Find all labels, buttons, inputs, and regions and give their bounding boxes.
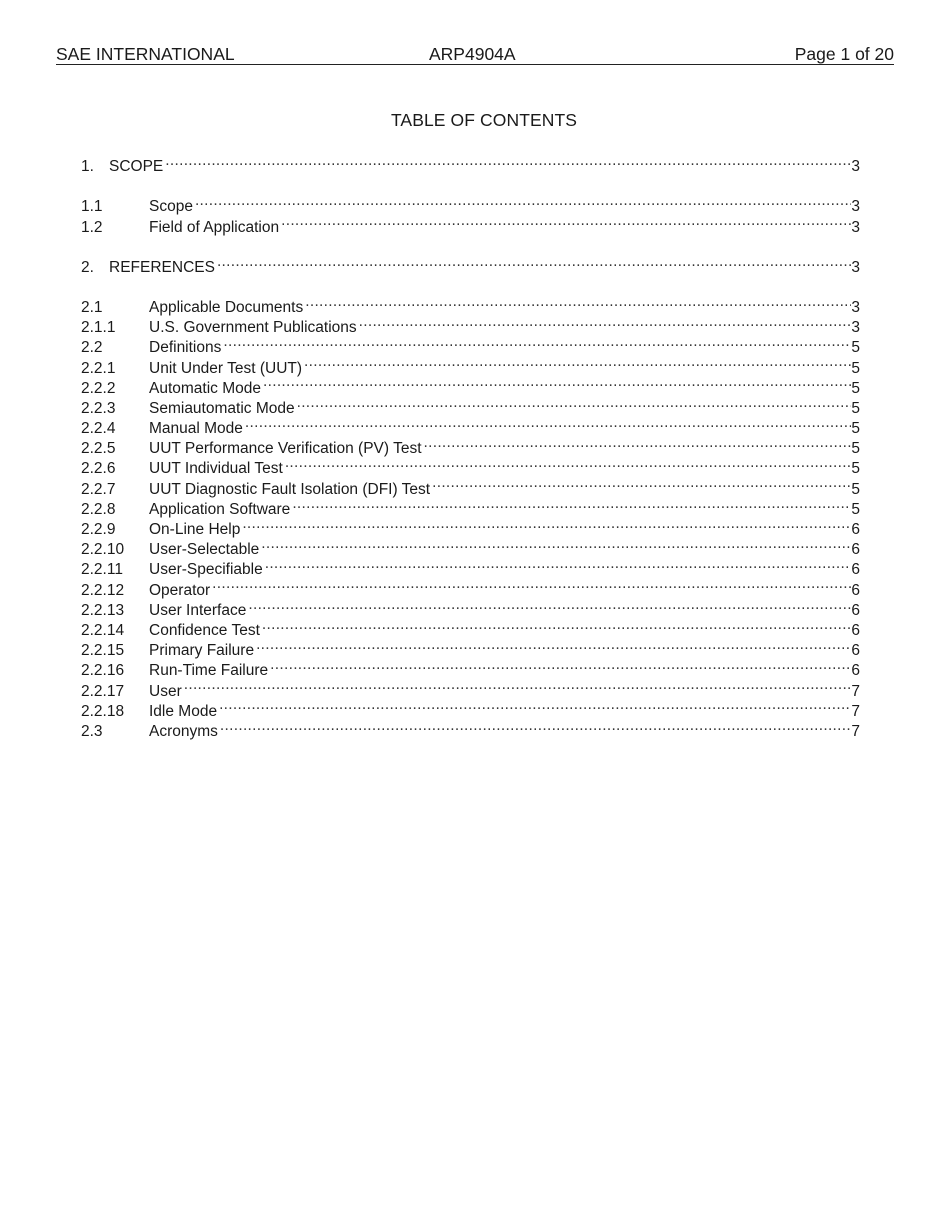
toc-entry-page: 3: [851, 158, 860, 176]
toc-entry-title: Operator: [149, 581, 211, 599]
toc-entry-page: 6: [851, 541, 860, 559]
toc-entry-title: Applicable Documents: [149, 298, 304, 316]
dot-leader: [270, 655, 851, 675]
toc-entry-number: 2.2: [81, 339, 103, 357]
toc-entry-number: 2.2.7: [81, 480, 116, 498]
toc-entry-number: 2.2.17: [81, 682, 125, 700]
dot-leader: [195, 191, 851, 211]
toc-entry-title: Definitions: [149, 339, 222, 357]
toc-entry-page: 7: [851, 722, 860, 740]
dot-leader: [242, 514, 851, 534]
dot-leader: [281, 211, 851, 231]
dot-leader: [305, 292, 851, 312]
toc-entry-number: 2.: [81, 258, 94, 276]
toc-entry-number: 2.1: [81, 298, 103, 316]
toc-entry-title: SCOPE: [109, 158, 164, 176]
toc-entry-number: 2.2.14: [81, 621, 125, 639]
toc-entry-title: UUT Performance Verification (PV) Test: [149, 440, 422, 458]
toc-entry-page: 6: [851, 662, 860, 680]
dot-leader: [212, 574, 851, 594]
toc-entry-number: 1.: [81, 158, 94, 176]
dot-leader: [285, 453, 852, 473]
toc-entry-number: 2.2.13: [81, 601, 125, 619]
toc-entry-number: 2.2.15: [81, 642, 125, 660]
dot-leader: [223, 332, 851, 352]
toc-entry-title: Manual Mode: [149, 420, 243, 438]
toc-entry-title: User-Selectable: [149, 541, 260, 559]
toc-entry-number: 2.2.2: [81, 379, 116, 397]
toc-entry-title: Run-Time Failure: [149, 662, 269, 680]
toc-title: TABLE OF CONTENTS: [390, 110, 578, 130]
toc-entry-page: 5: [851, 480, 860, 498]
toc-entry-page: 3: [851, 218, 860, 236]
dot-leader: [297, 393, 852, 413]
toc-entry-title: UUT Diagnostic Fault Isolation (DFI) Test: [149, 480, 431, 498]
toc-entry-number: 2.2.12: [81, 581, 125, 599]
toc-entry-number: 1.1: [81, 198, 103, 216]
toc-entry-title: User Interface: [149, 601, 247, 619]
toc-entry-number: 2.3: [81, 722, 103, 740]
toc-entry-page: 5: [851, 460, 860, 478]
toc-entry-page: 6: [851, 642, 860, 660]
toc-entry-page: 3: [851, 198, 860, 216]
toc-entry-number: 2.2.6: [81, 460, 116, 478]
dot-leader: [359, 312, 852, 332]
dot-leader: [261, 534, 851, 554]
toc-entry-title: UUT Individual Test: [149, 460, 283, 478]
toc-entry-page: 6: [851, 561, 860, 579]
toc-entry-number: 2.2.11: [81, 561, 123, 579]
dot-leader: [245, 413, 851, 433]
header-document-number: ARP4904A: [429, 44, 516, 64]
toc-entry-page: 3: [851, 319, 860, 337]
toc-entry-number: 2.2.9: [81, 521, 116, 538]
toc-entry-title: Acronyms: [149, 722, 218, 740]
toc-entry-title: Semiautomatic Mode: [149, 399, 295, 417]
toc-entry-page: 5: [851, 440, 860, 458]
dot-leader: [165, 151, 851, 171]
toc-entry-number: 2.2.1: [81, 359, 116, 377]
dot-leader: [256, 635, 851, 655]
toc-entry-page: 6: [851, 521, 860, 538]
toc-entry-page: 3: [851, 258, 860, 276]
toc-entry-title: Unit Under Test (UUT): [149, 359, 303, 377]
toc-entry-title: User-Specifiable: [149, 561, 263, 579]
toc-entry-number: 2.2.4: [81, 420, 116, 438]
toc-entry-page: 7: [851, 702, 860, 720]
toc-entry-title: On-Line Help: [149, 521, 241, 538]
toc-entry[interactable]: [81, 191, 860, 216]
toc-entry-number: 2.1.1: [81, 319, 116, 337]
dot-leader: [184, 675, 852, 695]
toc-entry-title: Primary Failure: [149, 642, 255, 660]
toc-entry-title: U.S. Government Publications: [149, 319, 357, 337]
toc-entry-page: 5: [851, 399, 860, 417]
toc-entry[interactable]: [81, 151, 860, 176]
toc-entry-page: 5: [851, 500, 860, 518]
dot-leader: [219, 696, 851, 716]
toc-entry-title: Application Software: [149, 500, 291, 518]
toc-entry-title: Confidence Test: [149, 621, 260, 639]
toc-entry-page: 5: [851, 359, 860, 377]
dot-leader: [265, 554, 852, 574]
dot-leader: [424, 433, 852, 453]
dot-leader: [304, 352, 851, 372]
dot-leader: [220, 716, 851, 736]
toc-entry-number: 2.2.18: [81, 702, 125, 720]
toc-entry[interactable]: [81, 252, 860, 276]
toc-entry-number: 2.2.3: [81, 399, 116, 417]
toc-entry-page: 5: [851, 420, 860, 438]
toc-entry-page: 3: [851, 298, 860, 316]
toc-entry[interactable]: [81, 292, 860, 316]
toc-entry-number: 2.2.5: [81, 440, 116, 458]
toc-entry-title: Scope: [149, 198, 193, 216]
header-page-number: Page 1 of 20: [794, 44, 894, 64]
toc-entry-page: 6: [851, 581, 860, 599]
toc-entry-page: 5: [851, 379, 860, 397]
table-of-contents: [81, 151, 860, 740]
toc-entry-title: User: [149, 682, 182, 700]
dot-leader: [262, 615, 852, 635]
toc-entry-number: 1.2: [81, 218, 103, 236]
toc-entry-page: 7: [851, 682, 860, 700]
dot-leader: [292, 494, 851, 514]
toc-entry-title: Automatic Mode: [149, 379, 261, 397]
toc-entry-page: 6: [851, 621, 860, 639]
dot-leader: [263, 373, 851, 393]
toc-entry-number: 2.2.16: [81, 662, 125, 680]
toc-entry-page: 5: [851, 339, 860, 357]
toc-entry[interactable]: [81, 696, 860, 720]
page-header: [56, 44, 894, 65]
toc-entry[interactable]: [81, 211, 860, 236]
toc-entry-page: 6: [851, 601, 860, 619]
toc-entry-number: 2.2.8: [81, 500, 116, 518]
header-organization: SAE INTERNATIONAL: [56, 44, 235, 64]
dot-leader: [248, 595, 851, 615]
toc-entry[interactable]: [81, 675, 860, 700]
toc-entry-title: REFERENCES: [109, 258, 215, 276]
dot-leader: [432, 473, 851, 493]
toc-entry-number: 2.2.10: [81, 541, 125, 559]
toc-entry-title: Idle Mode: [149, 702, 218, 720]
dot-leader: [217, 252, 851, 272]
toc-entry-title: Field of Application: [149, 218, 280, 236]
